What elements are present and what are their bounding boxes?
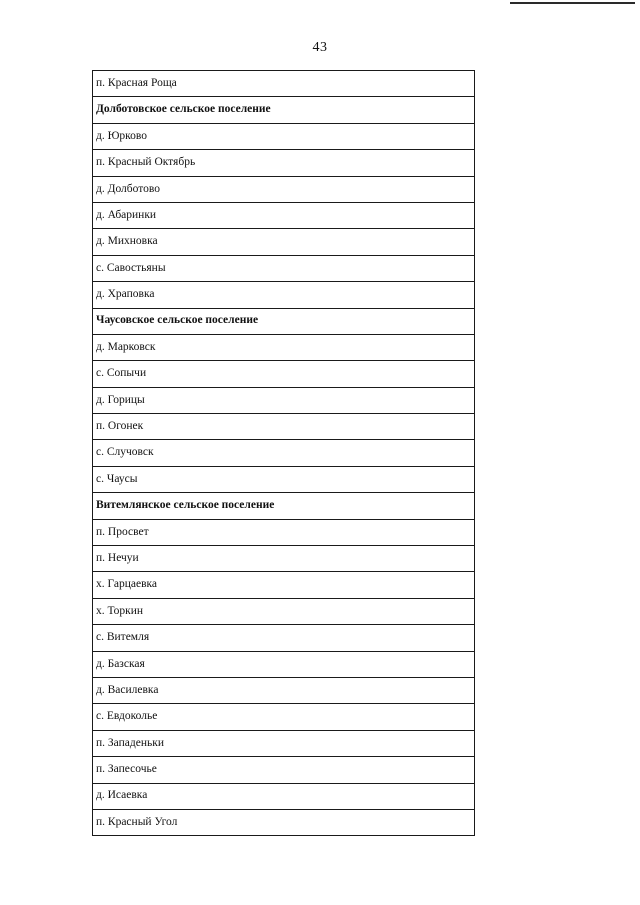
locality-row — [93, 625, 475, 651]
locality-name: с. Сопычи — [93, 361, 475, 387]
locality-name: с. Витемля — [93, 625, 475, 651]
settlement-group-header-row — [93, 493, 475, 519]
locality-name: д. Абаринки — [93, 202, 475, 228]
locality-name: д. Юрково — [93, 123, 475, 149]
settlement-group-name: Витемлянское сельское поселение — [93, 493, 475, 519]
settlement-table-body — [93, 71, 475, 836]
locality-name: д. Исаевка — [93, 783, 475, 809]
locality-row — [93, 783, 475, 809]
locality-row — [93, 677, 475, 703]
locality-row — [93, 598, 475, 624]
locality-name: п. Красная Роща — [93, 71, 475, 97]
locality-row — [93, 123, 475, 149]
locality-row — [93, 809, 475, 835]
locality-name: с. Случовск — [93, 440, 475, 466]
settlement-group-name: Долботовское сельское поселение — [93, 97, 475, 123]
locality-row — [93, 334, 475, 360]
locality-row — [93, 361, 475, 387]
locality-name: с. Чаусы — [93, 466, 475, 492]
locality-name: с. Савостьяны — [93, 255, 475, 281]
locality-name: с. Евдоколье — [93, 704, 475, 730]
locality-name: п. Западеньки — [93, 730, 475, 756]
page-number: 43 — [312, 40, 328, 55]
locality-row — [93, 202, 475, 228]
locality-row — [93, 757, 475, 783]
locality-name: д. Храповка — [93, 282, 475, 308]
locality-name: д. Марковск — [93, 334, 475, 360]
locality-name: п. Просвет — [93, 519, 475, 545]
locality-row — [93, 176, 475, 202]
locality-name: п. Красный Угол — [93, 809, 475, 835]
locality-name: х. Торкин — [93, 598, 475, 624]
locality-row — [93, 255, 475, 281]
scan-edge-mark — [510, 2, 635, 4]
locality-name: п. Нечуи — [93, 546, 475, 572]
settlement-table — [92, 70, 475, 836]
locality-row — [93, 150, 475, 176]
locality-row — [93, 282, 475, 308]
settlement-group-header-row — [93, 97, 475, 123]
settlement-group-header-row — [93, 308, 475, 334]
locality-row — [93, 730, 475, 756]
locality-row — [93, 387, 475, 413]
locality-name: п. Запесочье — [93, 757, 475, 783]
locality-name: п. Огонек — [93, 414, 475, 440]
locality-name: д. Михновка — [93, 229, 475, 255]
locality-name: д. Базская — [93, 651, 475, 677]
locality-name: п. Красный Октябрь — [93, 150, 475, 176]
locality-row — [93, 546, 475, 572]
locality-name: д. Василевка — [93, 677, 475, 703]
locality-row — [93, 440, 475, 466]
locality-row — [93, 71, 475, 97]
locality-row — [93, 519, 475, 545]
locality-row — [93, 229, 475, 255]
locality-name: х. Гарцаевка — [93, 572, 475, 598]
locality-name: д. Долботово — [93, 176, 475, 202]
locality-row — [93, 704, 475, 730]
locality-row — [93, 466, 475, 492]
settlement-group-name: Чаусовское сельское поселение — [93, 308, 475, 334]
locality-row — [93, 651, 475, 677]
locality-name: д. Горицы — [93, 387, 475, 413]
locality-row — [93, 414, 475, 440]
locality-row — [93, 572, 475, 598]
